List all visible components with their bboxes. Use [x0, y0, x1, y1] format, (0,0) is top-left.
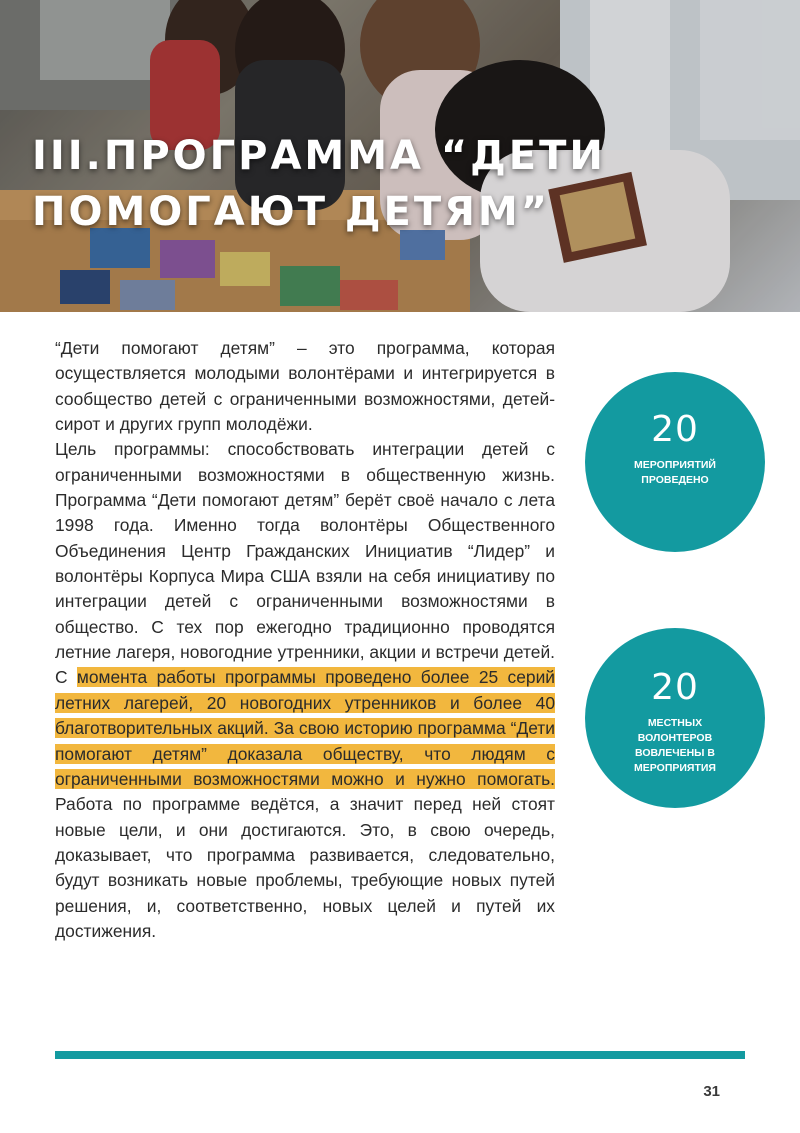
stat-caption: МЕРОПРИЯТИЙ ПРОВЕДЕНО [634, 459, 716, 486]
paragraph-goal [55, 437, 555, 944]
stat-number: 20 [651, 409, 699, 450]
paragraph-intro: “Дети помогают детям” – это программа, которая осуществляется молодыми волонтёрами и интегрируется в сообщество детей с ограниченными возможностями, детей-сирот и других групп молодёжи. [55, 338, 555, 435]
highlighted-text: момента работы программы проведено более 25 серий летних лагерей, 20 новогодних утренников и более 40 благотворительных акций. За свою историю программа “Дети помогают детям” доказала обществу, что людям с ограниченными возможностями можно и нужно помогать. [55, 667, 555, 789]
paragraph-goal-end: Работа по программе ведётся, а значит перед ней стоят новые цели, и они достигаются. Это, в свою очередь, доказывает, что программа развивается, следовательно, будут возникать новые проблемы, требующие новых путей решения, и, соответственно, новых целей и путей их достижения. [55, 794, 555, 941]
stat-circle-volunteers [585, 628, 765, 808]
paragraph-goal-start: Цель программы: способствовать интеграции детей с ограниченными возможностями в общественную жизнь. Программа “Дети помогают детям” берёт своё начало с лета 1998 года. Именно тогда волонтёры Общественного Объединения Центр Гражданских Инициатив “Лидер” и волонтёры Корпуса Мира США взяли на себя инициативу по интеграции детей с ограниченными возможностями в общество. С тех пор ежегодно традиционно проводятся летние лагеря, новогодние утренники, акции и встречи детей. С [55, 439, 555, 688]
page-number: 31 [703, 1083, 720, 1100]
page-title [32, 128, 606, 240]
stat-number: 20 [651, 667, 699, 708]
body-text [55, 336, 555, 944]
title-line-1: III.ПРОГРАММА “ДЕТИ [32, 133, 606, 179]
stat-circle-events [585, 372, 765, 552]
stat-caption: МЕСТНЫХ ВОЛОНТЕРОВ ВОВЛЕЧЕНЫ В МЕРОПРИЯТИЯ [634, 717, 716, 774]
footer-divider [55, 1051, 745, 1059]
hero-photo [0, 0, 800, 312]
title-line-2: ПОМОГАЮТ ДЕТЯМ” [32, 189, 551, 235]
